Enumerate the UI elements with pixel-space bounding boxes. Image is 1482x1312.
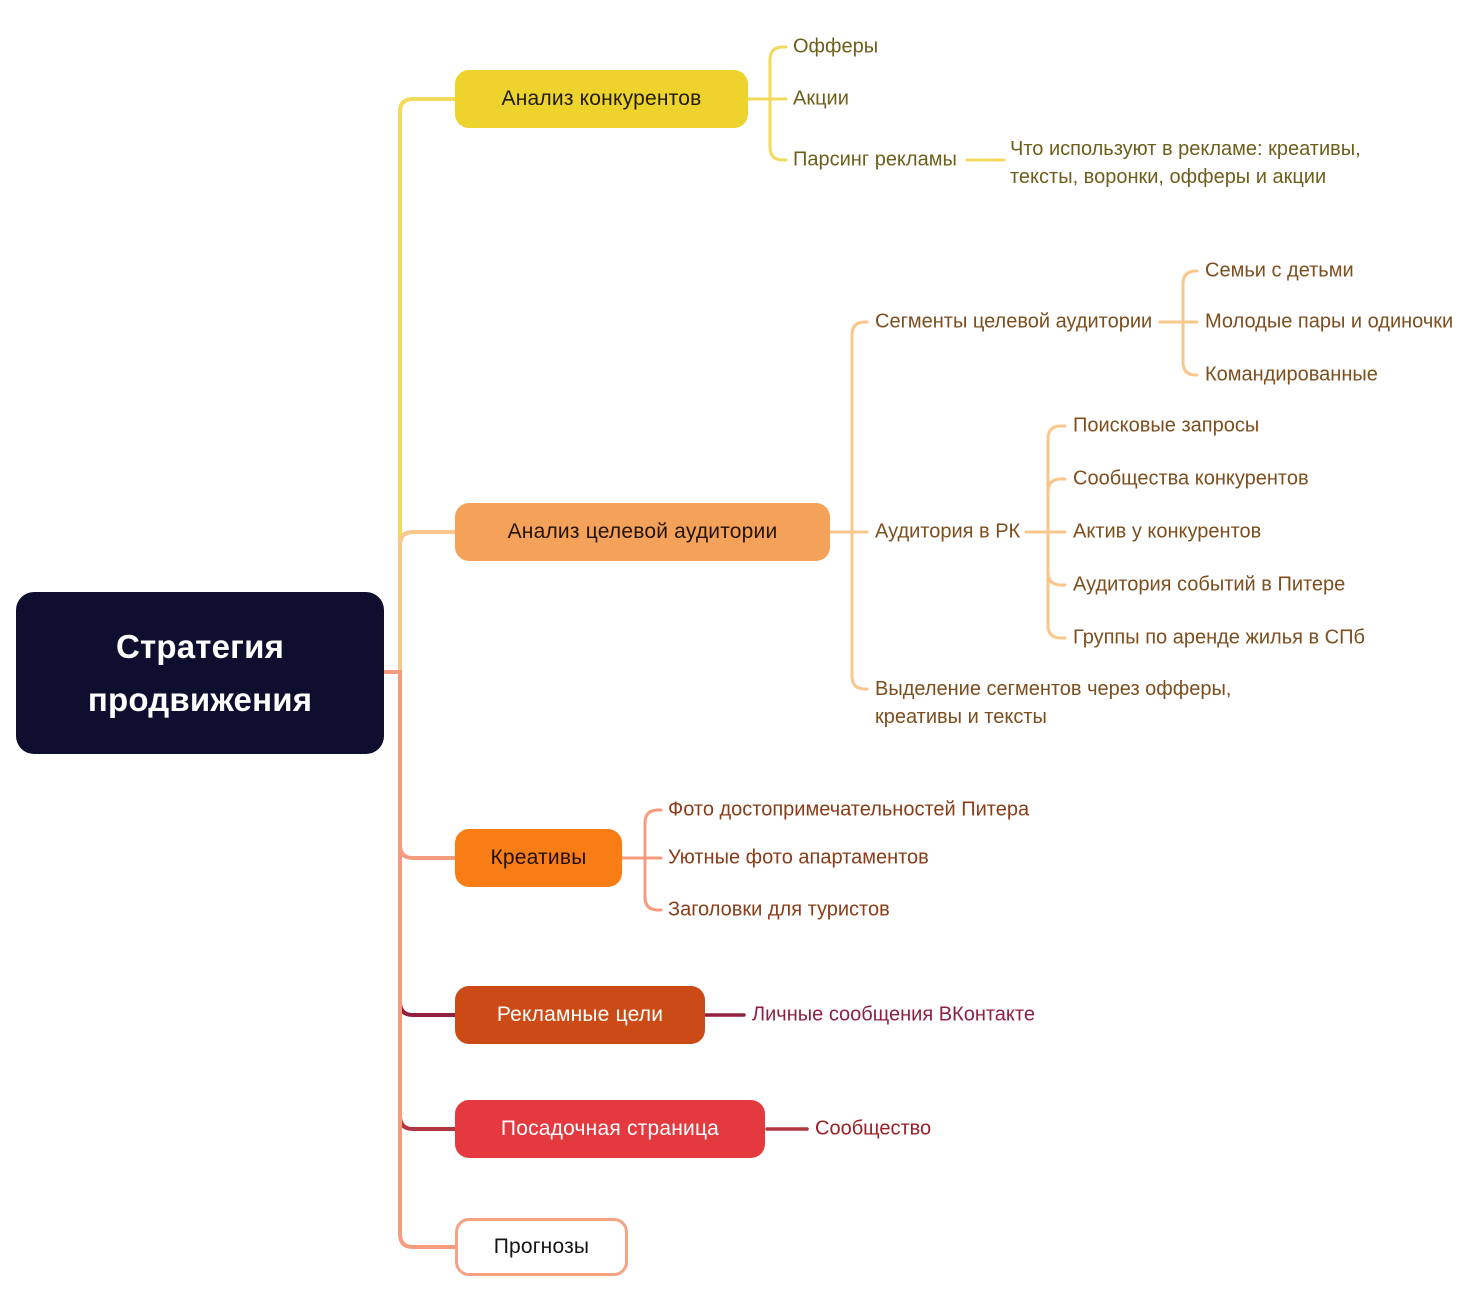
connector-creatives <box>384 672 456 858</box>
subtopic-young-couples-singles[interactable]: Молодые пары и одиночки <box>1205 310 1454 333</box>
branch-audience-analysis[interactable]: Анализ целевой аудитории <box>455 503 830 561</box>
connector-b3-children <box>622 810 661 910</box>
subtopic-community[interactable]: Сообщество <box>815 1117 932 1140</box>
subtopic-search-queries[interactable]: Поисковые запросы <box>1073 414 1260 437</box>
branch-ad-goals[interactable]: Рекламные цели <box>455 986 705 1044</box>
subtopic-ad-parsing-note[interactable]: Что используют в рекламе: креативы, тексты, воронки, офферы и акции <box>1010 138 1361 188</box>
subtopic-competitor-communities[interactable]: Сообщества конкурентов <box>1073 467 1309 490</box>
root-topic[interactable]: Стратегия продвижения <box>16 592 384 754</box>
connector-b1-children <box>748 47 786 160</box>
branch-forecasts[interactable]: Прогнозы <box>455 1218 628 1276</box>
branch-competitor-analysis[interactable]: Анализ конкурентов <box>455 70 748 128</box>
subtopic-business-travelers[interactable]: Командированные <box>1205 363 1378 386</box>
connector-audience-analysis <box>384 532 456 672</box>
connector-b2-children <box>830 322 867 689</box>
connector-b2-rk-children <box>1026 426 1065 638</box>
subtopic-ad-parsing[interactable]: Парсинг рекламы <box>793 148 957 171</box>
subtopic-cozy-apartment-photos[interactable]: Уютные фото апартаментов <box>668 846 929 869</box>
subtopic-audience-segments[interactable]: Сегменты целевой аудитории <box>875 310 1153 333</box>
subtopic-vk-private-messages[interactable]: Личные сообщения ВКонтакте <box>752 1003 1035 1026</box>
subtopic-spb-rental-groups[interactable]: Группы по аренде жилья в СПб <box>1073 626 1365 649</box>
subtopic-tourist-headlines[interactable]: Заголовки для туристов <box>668 898 890 921</box>
branch-creatives[interactable]: Креативы <box>455 829 622 887</box>
subtopic-spb-events-audience[interactable]: Аудитория событий в Питере <box>1073 573 1346 596</box>
subtopic-promos[interactable]: Акции <box>793 87 849 110</box>
connector-competitor-analysis <box>384 99 456 672</box>
connector-ad-goals <box>384 672 456 1015</box>
connector-landing-page <box>384 672 456 1129</box>
subtopic-offers[interactable]: Офферы <box>793 35 879 58</box>
subtopic-segment-extraction[interactable]: Выделение сегментов через офферы, креативы и тексты <box>875 678 1232 728</box>
subtopic-families-with-kids[interactable]: Семьи с детьми <box>1205 259 1354 282</box>
connector-forecasts <box>384 672 456 1247</box>
subtopic-competitor-actives[interactable]: Актив у конкурентов <box>1073 520 1262 543</box>
connector-b2-segments-children <box>1160 271 1197 375</box>
branch-landing-page[interactable]: Посадочная страница <box>455 1100 765 1158</box>
subtopic-rk-audience[interactable]: Аудитория в РК <box>875 520 1021 543</box>
subtopic-landmark-photos[interactable]: Фото достопримечательностей Питера <box>668 798 1030 821</box>
